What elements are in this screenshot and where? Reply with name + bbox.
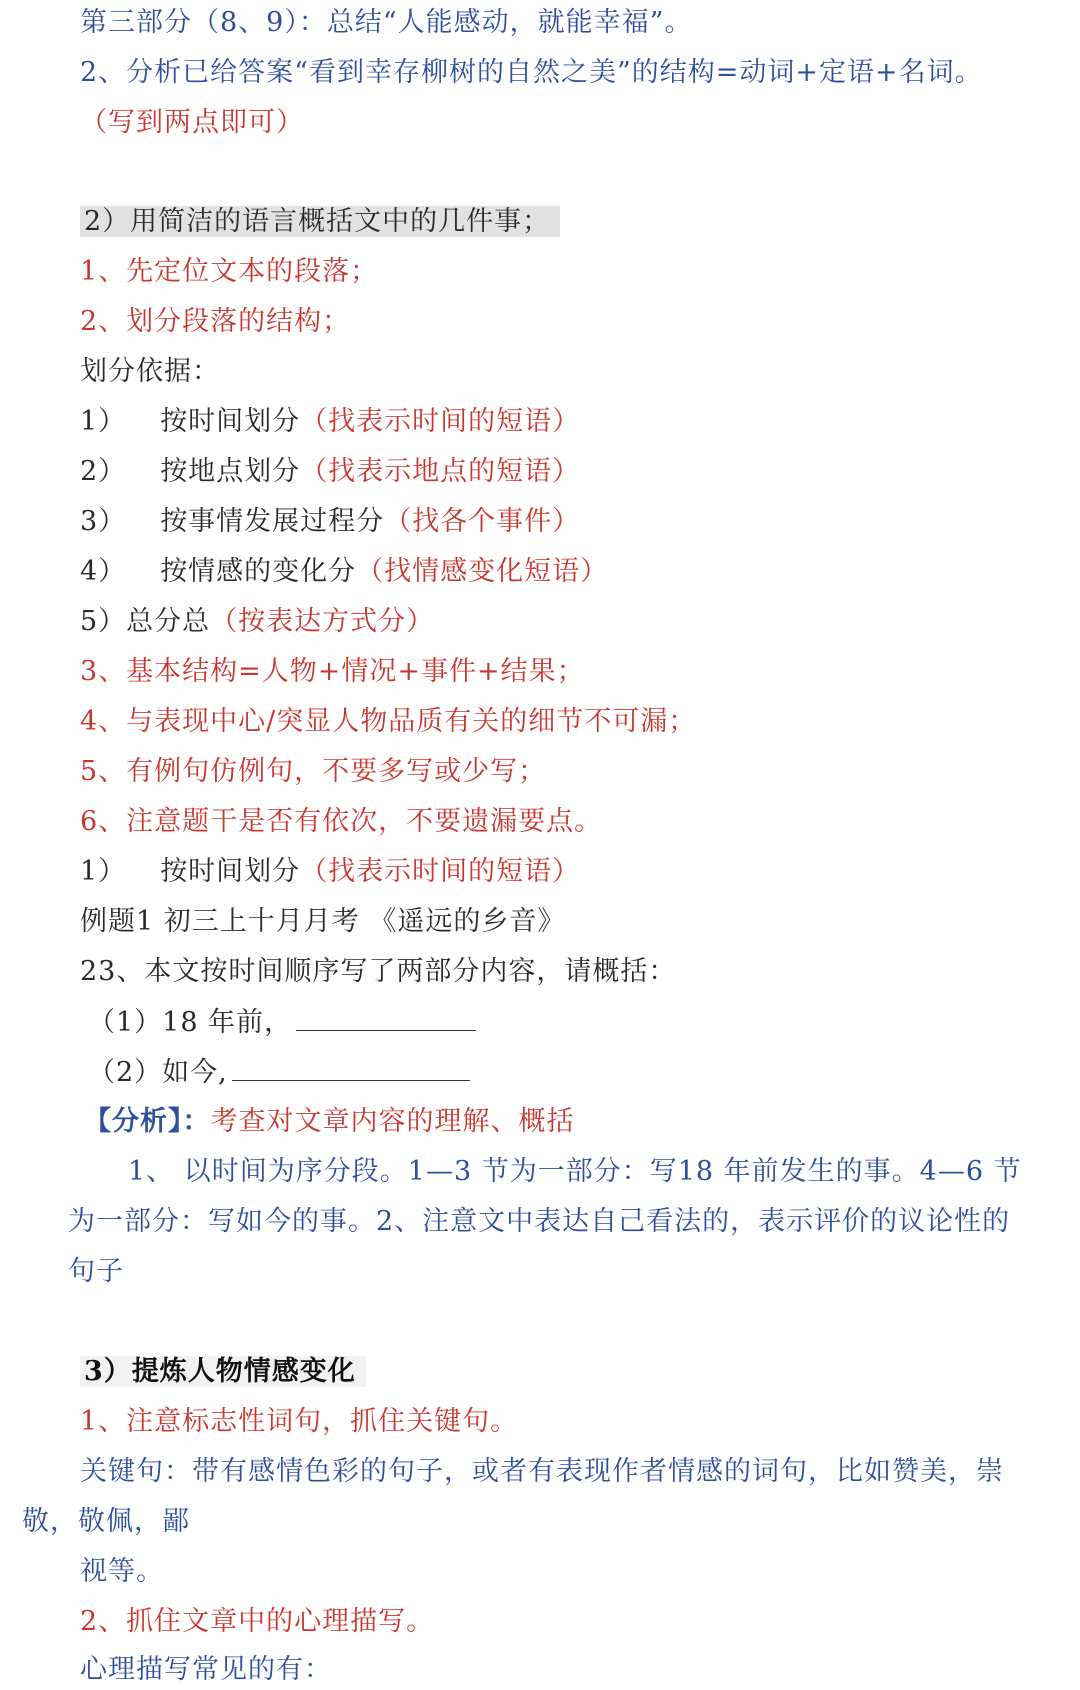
basis-item-1-repeat-main: 按时间划分 [160, 856, 301, 887]
step-1: 1、先定位文本的段落； [80, 256, 379, 287]
basis-item-1 [80, 402, 580, 442]
basis-item-3 [80, 502, 580, 542]
basis-item-4-num: 4） [80, 556, 127, 587]
key-sentence-line-2: 敬，敬佩，鄙 [22, 1506, 190, 1537]
key-sentence-line-3: 视等。 [80, 1556, 164, 1587]
question-part-2-label: （2）如今, [88, 1057, 228, 1088]
step-5: 5、有例句仿例句，不要多写或少写； [80, 756, 547, 787]
answer-note: （写到两点即可） [80, 107, 304, 138]
division-basis-label: 划分依据： [80, 356, 220, 387]
analysis-para-line-1: 1、 以时间为序分段。1—3 节为一部分：写18 年前发生的事。4—6 节 [128, 1156, 1022, 1187]
question-part-1-label: （1）18 年前， [88, 1007, 293, 1038]
basis-item-2 [80, 452, 580, 492]
question-23: 23、本文按时间顺序写了两部分内容，请概括： [80, 956, 677, 987]
basis-item-4-main: 按情感的变化分 [160, 556, 357, 587]
basis-item-1-main: 按时间划分 [160, 406, 301, 437]
analysis-label: 【分析】： [84, 1106, 211, 1137]
basis-item-4 [80, 552, 608, 592]
analysis-line [84, 1102, 575, 1142]
basis-item-1-repeat-note: （找表示时间的短语） [300, 856, 581, 887]
psychology-label: 心理描写常见的有： [80, 1654, 332, 1685]
step-4: 4、与表现中心/突显人物品质有关的细节不可漏； [80, 706, 697, 737]
basis-item-1-repeat-num: 1） [80, 856, 127, 887]
example-title: 例题1 初三上十月月考 《遥远的乡音》 [80, 906, 566, 937]
basis-item-5-main: 5）总分总 [80, 606, 211, 637]
basis-item-2-note: （找表示地点的短语） [300, 456, 581, 487]
emotion-step-1: 1、注意标志性词句，抓住关键句。 [80, 1406, 519, 1437]
step-6: 6、注意题干是否有依次，不要遗漏要点。 [80, 806, 603, 837]
analysis-para-line-2: 为一部分：写如今的事。2、注意文中表达自己看法的，表示评价的议论性的 [68, 1206, 1011, 1237]
step-3: 3、基本结构=人物+情况+事件+结果； [80, 656, 585, 687]
section-heading-3-text: 3）提炼人物情感变化 [80, 1356, 366, 1387]
section-heading-2-text: 2）用简洁的语言概括文中的几件事； [80, 206, 560, 237]
section-heading-3 [80, 1352, 366, 1392]
answer-structure-analysis: 2、分析已给答案“看到幸存柳树的自然之美”的结构=动词+定语+名词。 [80, 57, 983, 88]
emotion-step-2: 2、抓住文章中的心理描写。 [80, 1606, 435, 1637]
answer-blank-1 [296, 1002, 476, 1031]
basis-item-2-main: 按地点划分 [160, 456, 301, 487]
step-2: 2、划分段落的结构； [80, 306, 351, 337]
basis-item-2-num: 2） [80, 456, 127, 487]
question-part-1 [88, 1002, 476, 1043]
basis-item-1-repeat [80, 852, 580, 892]
basis-item-5 [80, 602, 434, 642]
basis-item-5-note: （按表达方式分） [210, 606, 435, 637]
answer-blank-2 [232, 1052, 470, 1081]
basis-item-1-note: （找表示时间的短语） [300, 406, 581, 437]
basis-item-3-num: 3） [80, 506, 127, 537]
analysis-para-line-3: 句子 [68, 1256, 124, 1287]
basis-item-3-note: （找各个事件） [384, 506, 581, 537]
section-heading-2 [80, 202, 560, 242]
key-sentence-line-1: 关键句：带有感情色彩的句子，或者有表现作者情感的词句，比如赞美，崇 [80, 1456, 1004, 1487]
question-part-2 [88, 1052, 470, 1093]
basis-item-1-num: 1） [80, 406, 127, 437]
analysis-text: 考查对文章内容的理解、概括 [210, 1106, 575, 1137]
basis-item-3-main: 按事情发展过程分 [160, 506, 385, 537]
summary-part-three: 第三部分（8、9）：总结“人能感动，就能幸福”。 [80, 7, 693, 38]
basis-item-4-note: （找情感变化短语） [356, 556, 609, 587]
